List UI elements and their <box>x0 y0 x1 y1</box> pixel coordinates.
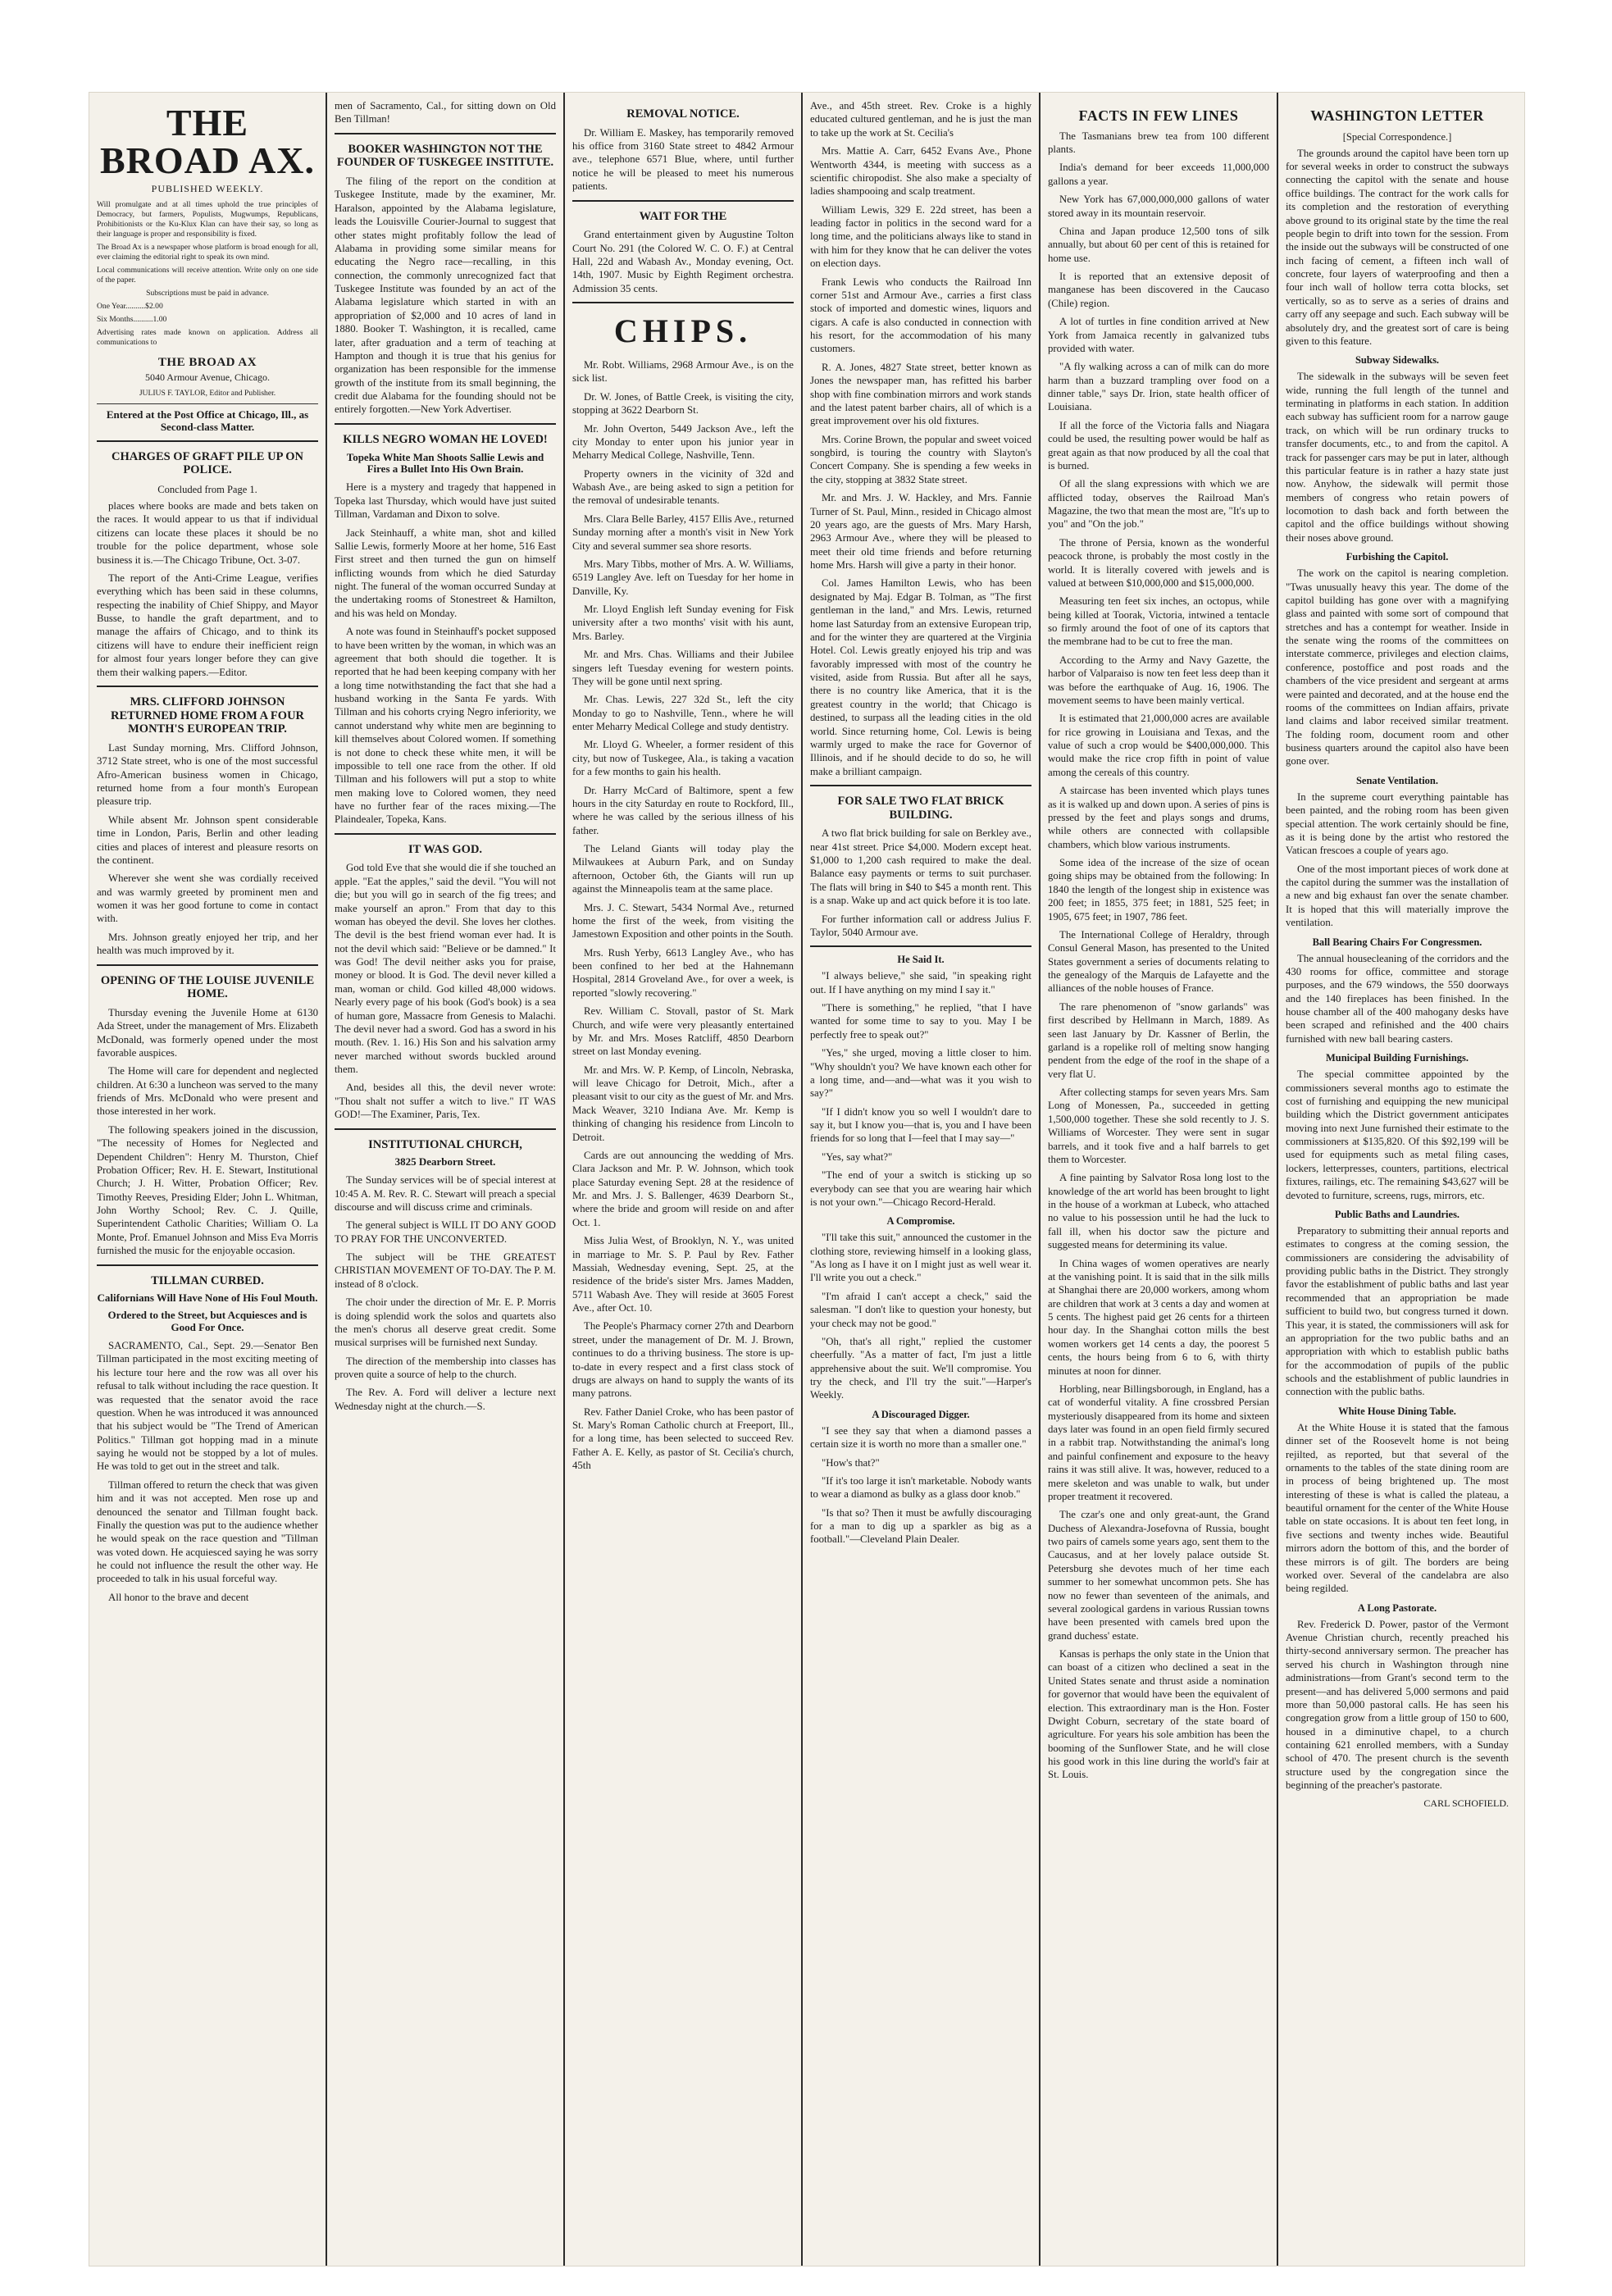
fact-paragraph: A staircase has been invented which plays tunes as it is walked up and down upon. A series of pins is pressed by the feet and plays songs and drums, while others are connected with collapsible chambers, which blow various instruments. <box>1048 785 1269 850</box>
divider <box>335 1128 556 1130</box>
article-paragraph: Dr. Harry McCard of Baltimore, spent a few hours in the city Saturday en route to Rockford, Ill., where he was called by the serious illness of his father. <box>572 784 794 836</box>
article-paragraph: "Oh, that's all right," replied the customer cheerfully. "As a matter of fact, I'm just a little apprehensive about the suit. We'll compromise. You try the check, and I'll try the suit."—Harper's Weekly. <box>810 1335 1031 1401</box>
article-paragraph: "There is something," he replied, "that I have wanted for some time to say to you. May I be perfectly free to speak out?" <box>810 1002 1031 1041</box>
column-5 <box>1041 93 1278 2266</box>
masthead-entered: Entered at the Post Office at Chicago, Ill., as Second-class Matter. <box>106 408 309 433</box>
article-paragraph: Tillman offered to return the check that was given him and it was not accepted. Men rose up and denounced the senator and Tillman fought back. Finally the question was put to the audience whether he would speak on the race question and "Tillman was voted down. He acquiesced saying he was sorry he could not influence the result the other way. He proceeded to talk in his usual forceful way. <box>97 1478 318 1585</box>
fact-paragraph: In China wages of women operatives are nearly at the vanishing point. It is said that in the silk mills at Shanghai there are 20,000 workers, among whom are children that work at 3 cents a day and women at 5 cents. The highest paid get 26 cents for a thirteen hour day. In the Shanghai cotton mills the best women workers get 14 cents a day, the poorest 5 cents, the hours being from 6 to 6, with thirty minutes at noon for dinner. <box>1048 1257 1269 1377</box>
fact-paragraph: Measuring ten feet six inches, an octopus, while being killed at Toorak, Victoria, intwined a tentacle so firmly around the foot of one of its captors that the membrane had to be cut to free the man. <box>1048 595 1269 648</box>
fact-paragraph: Horbling, near Billingsborough, in England, has a cat of wonderful vitality. A fine crossbred Persian mysteriously disappeared from its home and sixteen days later was found in an open field firmly secured in a rabbit trap. Notwithstanding the animal's long and painful confinement and exposure to the heavy rains it was still alive. It was, however, reduced to a mere skeleton and was unable to walk, but under proper treatment it recovered. <box>1048 1383 1269 1502</box>
masthead-intro-4: Subscriptions must be paid in advance. <box>146 288 269 298</box>
article-paragraph: God told Eve that she would die if she touched an apple. "Eat the apples," said the devil. "You will not die; but you will go in search of the fig trees; and make yourself an apron." From that day to this woman has obeyed the devil. She loves her clothes. The devil is the best friend woman ever had. It is not the devil which said: "Believe or be damned." It was God! The devil neither asks you for praise, money or blood. It is God. The devil never killed a man, woman or child. God killed 48,000 widows. Nearly every page of his book (God's book) is a sea of human gore, Massacre from Genesis to Malachi. The devil never had a sword. God has a sword in his mouth. (Rev. 1. 16.) His Son and his salvation army never marched without swords buckled around them. <box>335 862 556 1076</box>
article-paragraph: Ave., and 45th street. Rev. Croke is a highly educated cultured gentleman, and he is just the man to take up the work at St. Cecilia's <box>810 100 1031 139</box>
article-paragraph: For further information call or address Julius F. Taylor, 5040 Armour ave. <box>810 913 1031 938</box>
article-heading: Public Baths and Laundries. <box>1334 1208 1460 1220</box>
article-paragraph: William Lewis, 329 E. 22d street, has been a leading factor in politics in the second ward for a long time, and the politicians always like to stand in with him for they know that he can deliver the votes on election days. <box>810 203 1031 270</box>
fact-paragraph: The International College of Heraldry, through Consul General Mason, has presented to the United States government a series of documents relating to the genealogy of the Marquis de Lafayette and the alliances of the noble houses of France. <box>1048 928 1269 995</box>
article-paragraph: The direction of the membership into classes has proven quite a source of help to the church. <box>335 1355 556 1381</box>
divider <box>572 200 794 202</box>
article-paragraph: The choir under the direction of Mr. E. P. Morris is doing splendid work the solos and quartets also the men's chorus all deserve great credit. Some musical surprises will be furnished next Sunday. <box>335 1296 556 1349</box>
fact-paragraph: India's demand for beer exceeds 11,000,000 gallons a year. <box>1048 162 1269 187</box>
article-paragraph: The People's Pharmacy corner 27th and Dearborn street, under the management of Dr. M. J. Brown, continues to do a thriving business. The store is up-to-date in every respect and a first class stock of drugs are always on hand to supply the wants of its many patrons. <box>572 1320 794 1400</box>
fact-paragraph: If all the force of the Victoria falls and Niagara could be used, the resulting power would be half as great again as that now produced by all the coal that is burned. <box>1048 419 1269 472</box>
article-paragraph: Col. James Hamilton Lewis, who has been designated by Maj. Edgar B. Tolman, as "The first gentleman in the land," and Mrs. Lewis, returned home last Saturday from an extensive European trip, and for the winter they are quartered at the Virginia Hotel. Col. Lewis greatly enjoyed his trip and was favorably impressed with most of the country he visited, aside from Russia. But after all he says, there is no country like America, that it is the greatest country in the world; that Chicago is destined, to surpass all the leading cities in the old world. Since returning home, Col. Lewis is being warmly urged to make the race for Governor of Illinois, and if he should decide to do so, he will make a brilliant campaign. <box>810 577 1031 777</box>
article-paragraph: "How's that?" <box>822 1456 880 1469</box>
article-paragraph: The Leland Giants will today play the Milwaukees at Auburn Park, and on Sunday afternoon, October 6th, the Giants will run up against the Minneapolis team at the same place. <box>572 843 794 895</box>
divider <box>810 945 1031 947</box>
fact-paragraph: China and Japan produce 12,500 tons of silk annually, but about 60 per cent of this is retained for home use. <box>1048 225 1269 264</box>
divider <box>97 686 318 687</box>
fact-paragraph: Some idea of the increase of the size of ocean going ships may be obtained from the following: In 1840 the length of the longest ship in existence was 200 feet; in 1855, 375 feet; in 1881, 525 feet; in 1905, 675 feet; in 1907, 786 feet. <box>1048 857 1269 922</box>
column-3 <box>565 93 803 2266</box>
masthead-published: PUBLISHED WEEKLY. <box>151 183 264 194</box>
article-heading: Senate Ventilation. <box>1355 774 1438 786</box>
fact-paragraph: "A fly walking across a can of milk can do more harm than a buzzard trampling over food on a dinner table," says Dr. Irion, state health officer of Louisiana. <box>1048 361 1269 413</box>
article-paragraph: The report of the Anti-Crime League, verifies everything which has been said in these columns, respecting the inability of Chief Shippy, and Mayor Busse, to handle the graft department, and to manage the affairs of Chicago, and to think its citizens will have to endure their inefficient reign for almost four years longer before they can give them their walking papers.—Editor. <box>97 572 318 678</box>
article-paragraph: Here is a mystery and tragedy that happened in Topeka last Thursday, which would have just suited Tillman, Vardaman and Dixon to solve. <box>335 481 556 521</box>
article-heading: A Discouraged Digger. <box>872 1408 970 1420</box>
article-paragraph: The annual housecleaning of the corridors and the 430 rooms for office, committee and storage purposes, and the 679 windows, the 550 doorways and the 140 fireplaces has been finished. In the house chamber all of the 400 mahogany desks have been scraped and refinished and the 400 chairs furnished with new ball bearing casters. <box>1286 952 1509 1045</box>
article-heading: IT WAS GOD. <box>408 842 483 856</box>
article-paragraph: Property owners in the vicinity of 32d and Wabash Ave., are being asked to sign a petition for the removal of undesirable tenants. <box>572 467 794 507</box>
article-paragraph: Frank Lewis who conducts the Railroad Inn corner 51st and Armour Ave., carries a first class stock of imported and domestic wines, liquors and cigars. A cafe is also conducted in connection with his resort, for the accommodation of his many customers. <box>810 276 1031 355</box>
article-paragraph: SACRAMENTO, Cal., Sept. 29.—Senator Ben Tillman participated in the most exciting meeting of his lecture tour here and the row was all over his refusal to talk without including the race question. It was requested that the senator avoid the race question. When he was introduced it was announced that his subject would be "The Trend of American Politics." Tillman got hopping mad in a minute saying he would not be stopped by a lot of mules. He was told to get out in the street and talk. <box>97 1340 318 1473</box>
divider <box>97 1264 318 1266</box>
masthead-name-2: THE BROAD AX <box>157 355 257 369</box>
article-paragraph: Rev. Father Daniel Croke, who has been pastor of St. Mary's Roman Catholic church at Freeport, Ill., for a long time, has been selected to succeed Rev. Father A. E. Kelly, as pastor of St. Cecilia's church, 45th <box>572 1405 794 1472</box>
article-subheading: 3825 Dearborn Street. <box>394 1155 496 1168</box>
article-paragraph: The special committee appointed by the commissioners several months ago to estimate the cost of furnishing and equipping the new municipal building which the District government anticipates moving into next June furnished their estimate to the commissioners at $135,820. Of this $92,199 will be used for equipments such as metal filing cases, lockers, letterpresses, counters, partitions, electrical fixtures, railings, etc. The remaining $43,627 will be devoted to furniture, screens, rugs, mirrors, etc. <box>1286 1068 1509 1201</box>
article-paragraph: Grand entertainment given by Augustine Tolton Court No. 291 (the Colored W. C. O. F.) at Central Hall, 22d and Wabash Av., Monday evening, Oct. 14th, 1907. Music by Eighth Regiment orchestra. Admission 35 cents. <box>572 229 794 294</box>
fact-paragraph: The rare phenomenon of "snow garlands" was first described by Hellmann in March, 1889. As seen last January by Dr. Kassner of Berlin, the garland is a ropelike roll of melting snow hanging pendent from the edge of the roof in the shape of a very flat U. <box>1048 1000 1269 1080</box>
article-paragraph: The subject will be THE GREATEST CHRISTIAN MOVEMENT OF TO-DAY. The P. M. instead of 8 o'clock. <box>335 1251 556 1290</box>
section-heading: WASHINGTON LETTER <box>1310 107 1484 124</box>
article-paragraph: "I'm afraid I can't accept a check," said the salesman. "I don't like to question your honesty, but your check may not be good." <box>810 1290 1031 1329</box>
newspaper-page <box>89 92 1525 2266</box>
article-paragraph: Mrs. Johnson greatly enjoyed her trip, and her health was much improved by it. <box>97 931 318 957</box>
masthead-intro-3: Local communications will receive attention. Write only on one side of the paper. <box>97 265 318 285</box>
column-6 <box>1278 93 1516 2266</box>
divider <box>335 833 556 835</box>
section-heading: FACTS IN FEW LINES <box>1078 107 1239 124</box>
article-heading: A Long Pastorate. <box>1357 1601 1437 1614</box>
article-paragraph: Mr. Lloyd G. Wheeler, a former resident of this city, but now of Tuskegee, Ala., is taking a vacation for a few months to gain his health. <box>572 739 794 778</box>
article-paragraph: The following speakers joined in the discussion, "The necessity of Homes for Neglected and Dependent Children": Henry M. Thurston, Chief Probation Officer; Rev. H. E. Stewart, Institutional Church; J. H. Witter, Probation Officer; Rev. Timothy Reeves, Presiding Elder; John L. Whitman, John Worthy School; Rev. C. J. Quille, Superintendent Catholic Charities; William O. La Monte, Prof. Emanuel Johnson and Miss Eva Morris furnished the music for the enjoyable occasion. <box>97 1123 318 1257</box>
article-paragraph: At the White House it is stated that the famous dinner set of the Roosevelt home is not being rejilted, as reported, but that several of the ornaments to the tables of the state dining room are in process of being brightened up. The most interesting of these is what is called the plateau, a beautiful ornament for the center of the White House table on state occasions. It is about ten feet long, in five sections and twenty inches wide. Beautiful mirrors adorn the bottom of this, and the border of these mirrors is of gilt. The borders are being worked over. Several of the candelabra are also being regilded. <box>1286 1421 1509 1595</box>
article-heading: CHARGES OF GRAFT PILE UP ON POLICE. <box>111 449 304 477</box>
article-subheading: Concluded from Page 1. <box>157 484 257 495</box>
fact-paragraph: The czar's one and only great-aunt, the Grand Duchess of Alexandra-Josefovna of Russia, bought two pairs of camels some years ago, sent them to the Caucasus, and at her lovely palace outside St. Petersburg she devotes much of her time each summer to her somewhat uncommon pets. She has now no fewer than seventeen of the animals, and several zoological gardens in various Russian towns have been presented with camels bred upon the grand duchess' estate. <box>1048 1509 1269 1642</box>
article-paragraph: The general subject is WILL IT DO ANY GOOD TO PRAY FOR THE UNCONVERTED. <box>335 1219 556 1245</box>
divider <box>572 302 794 303</box>
article-paragraph: Rev. Frederick D. Power, pastor of the Vermont Avenue Christian church, recently preached his thirty-second anniversary sermon. The preacher has served his church in Washington through nine administrations—from Grant's second term to the present—and has delivered 5,000 sermons and paid more than 50,000 pastoral calls. He has seen his congregation grow from a little group of 150 to 600, housed in a diminutive chapel, to a church containing 621 enrolled members, with a Sunday school of 470. The present church is the seventh structure used by the congregation since the beginning of the preacher's pastorate. <box>1286 1618 1509 1792</box>
article-paragraph: men of Sacramento, Cal., for sitting down on Old Ben Tillman! <box>335 100 556 125</box>
article-paragraph: The work on the capitol is nearing completion. "Twas unusually heavy this year. The dome of the capitol building has gone over with a magnifying glass and painted with some sort of compound that stretches and has a contempt for weather. Inside in the senate wing the rooms of the committees on interstate commerce, privileges and election claims, conference, postoffice and post roads and the chambers of the vice president and sergeant at arms were painted and decorated, and at the house end the rooms of the committees on Indian affairs, private land claims and labor received similar treatment. The folding room, document room and other business quarters around the capitol also have been gone over. <box>1286 567 1509 768</box>
article-subheading: Ordered to the Street, but Acquiesces and is Good For Once. <box>107 1309 307 1334</box>
article-paragraph: And, besides all this, the devil never wrote: "Thou shalt not suffer a witch to live." IT WAS GOD!—The Examiner, Paris, Tex. <box>335 1082 556 1121</box>
article-paragraph: The filing of the report on the condition at Tuskegee Institute, made by the examiner, Mr. Haralson, appointed by the Alabama legislature, leads the Louisville Courier-Journal to suggest that other states might profitably follow the lead of Alabama in providing some similar means for educating the Negro race—recalling, in this connection, the commonly unrecognized fact that Tuskegee Institute was founded by an act of the Alabama legislature which started in with an appropriation of $2,000 and 10 acres of land in 1880. Booker T. Washington, it is recalled, came later, after graduation and a term of teaching at Hampton and though it is true that his genius for organization has been responsible for the immense growth of the institute from its small beginning, the credit due Alabama for the founding should not be entirely forgotten.—New York Advertiser. <box>335 175 556 416</box>
columns <box>89 93 1524 2266</box>
article-heading: INSTITUTIONAL CHURCH, <box>368 1137 522 1151</box>
article-paragraph: "Is that so? Then it must be awfully discouraging for a man to dig up a sparkler as big as a football."—Cleveland Plain Dealer. <box>810 1506 1031 1546</box>
article-paragraph: Thursday evening the Juvenile Home at 6130 Ada Street, under the management of Mrs. Elizabeth McDonald, was formerly opened under the most favorable auspices. <box>97 1006 318 1059</box>
article-paragraph: Mr. Lloyd English left Sunday evening for Fisk university after a two months' visit with his aunt, Mrs. Barley. <box>572 604 794 642</box>
fact-paragraph: The Tasmanians brew tea from 100 different plants. <box>1048 130 1269 156</box>
masthead-editor: JULIUS F. TAYLOR, Editor and Publisher. <box>139 388 276 398</box>
masthead-six: Six Months..........1.00 <box>97 314 167 324</box>
article-paragraph: Mr. John Overton, 5449 Jackson Ave., left the city Monday to enter upon his junior year in Meharry Medical College, Nashville, Tenn. <box>572 422 794 462</box>
divider <box>97 403 318 404</box>
article-heading: Furbishing the Capitol. <box>1346 551 1449 563</box>
masthead-address: 5040 Armour Avenue, Chicago. <box>144 371 271 383</box>
article-paragraph: A note was found in Steinhauff's pocket supposed to have been written by the woman, in which was an agreement that both should die together. It is reported that he had been keeping company with her a long time notwithstanding the fact that she had a husband working in the Santa Fe yards. With Tillman and his cohorts crying Negro inferiority, we cannot understand why white men are beginning to kill themselves about Colored women. If something is not done to check these white men, it will be impossible to tell one race from the other. If old Tillman and his followers will put a stop to white men making love to Colored women, they need have no further fear of the races mixing.—The Plaindealer, Topeka, Kans. <box>335 626 556 826</box>
article-paragraph: Mr. Chas. Lewis, 227 32d St., left the city Monday to go to Nashville, Tenn., where he will enter Meharry Medical College and study dentistry. <box>572 694 794 733</box>
article-heading: KILLS NEGRO WOMAN HE LOVED! <box>343 432 548 446</box>
fact-paragraph: According to the Army and Navy Gazette, the harbor of Valparaiso is now ten feet less deep than it was before the earthquake of Aug. 16, 1906. The movement seems to have been mainly vertical. <box>1048 654 1269 706</box>
article-subheading: Californians Will Have None of His Foul Mouth. <box>97 1292 318 1305</box>
article-paragraph: Mr. and Mrs. W. P. Kemp, of Lincoln, Nebraska, will leave Chicago for Detroit, Mich., after a pleasant visit to our city as the guest of Mr. and Mrs. Mack Weaver, 3210 Indiana Ave. Mr. Kemp is thinking of changing his residence from Lincoln to Detroit. <box>572 1064 794 1143</box>
article-paragraph: Mr. and Mrs. Chas. Williams and their Jubilee singers left Tuesday evening for western points. They will be gone until next spring. <box>572 649 794 687</box>
signature-line: CARL SCHOFIELD. <box>1423 1797 1509 1809</box>
divider <box>97 964 318 966</box>
fact-paragraph: A lot of turtles in fine condition arrived at New York from Jamaica recently in galvanized tubs provided with water. <box>1048 316 1269 354</box>
masthead-title: THE BROAD AX. <box>99 102 316 181</box>
article-paragraph: places where books are made and bets taken on the races. It would appear to us that if individual citizens can locate these places it should be no trouble for the police department, whose sole business it is.—The Chicago Tribune, Oct. 3-07. <box>97 500 318 566</box>
fact-paragraph: It is reported that an extensive deposit of manganese has been discovered in the Caucaso (Chile) region. <box>1048 271 1269 309</box>
article-heading: WAIT FOR THE <box>639 209 727 223</box>
article-heading: REMOVAL NOTICE. <box>626 107 740 121</box>
fact-paragraph: A fine painting by Salvator Rosa long lost to the knowledge of the art world has been brought to light in the house of a workman at Lubeck, who attached no value to his possession until he had the luck to fall ill, when his doctor saw the picture and suggested means for determining its value. <box>1048 1172 1269 1251</box>
article-paragraph: The Sunday services will be of special interest at 10:45 A. M. Rev. R. C. Stewart will preach a special discourse and will discuss crime and criminals. <box>335 1174 556 1213</box>
article-heading: MRS. CLIFFORD JOHNSON RETURNED HOME FROM A FOUR MONTH'S EUROPEAN TRIP. <box>110 695 305 736</box>
article-paragraph: Mr. and Mrs. J. W. Hackley, and Mrs. Fannie Turner of St. Paul, Minn., resided in Chicago almost 20 years ago, are the guests of Mrs. Mary Harsh, 2963 Armour Ave., where they will be pleased to meet their old time friends and before returning home Mrs. Harsh will give a party in their honor. <box>810 492 1031 571</box>
divider <box>810 785 1031 786</box>
article-paragraph: "If I didn't know you so well I wouldn't dare to say it, but I know you—that is, you and I have been friends for so long that I—feel that I may say—" <box>810 1105 1031 1145</box>
article-paragraph: Wherever she went she was cordially received and was warmly greeted by prominent men and women it was her good fortune to come in contact with. <box>97 872 318 925</box>
fact-paragraph: Of all the slang expressions with which we are afflicted today, observes the Railroad Man's Magazine, the two that mean the most are, "It's up to you" and "On the job." <box>1048 478 1269 531</box>
article-heading: OPENING OF THE LOUISE JUVENILE HOME. <box>100 973 315 1001</box>
article-paragraph: Mrs. J. C. Stewart, 5434 Normal Ave., returned home the first of the week, from visiting the Jamestown Exposition and other points in the South. <box>572 901 794 941</box>
article-heading: FOR SALE TWO FLAT BRICK BUILDING. <box>837 795 1004 822</box>
article-paragraph: A two flat brick building for sale on Berkley ave., near 41st street. Price $4,000. Modern except heat. $1,000 to 1,200 cash required to make the deal. Balance easy payments or terms to suit purchaser. The flats will bring in $40 to $45 a month rent. This is a snap. Wake up and act quick before it is too late. <box>810 827 1031 907</box>
column-1 <box>89 93 327 2266</box>
article-paragraph: "I'll take this suit," announced the customer in the clothing store, reviewing himself in a looking glass, "As long as I have it on I might just as well wear it. I'll write you out a check." <box>810 1232 1031 1284</box>
article-paragraph: Dr. W. Jones, of Battle Creek, is visiting the city, stopping at 3622 Dearborn St. <box>572 390 794 417</box>
article-paragraph: Preparatory to submitting their annual reports and estimates to congress at the coming session, the commissioners are considering the advisability of providing public baths in the District. They strongly favor the establishment of public baths and last year recommended that an appropriation be made sufficient to build two, but congress turned it down. This year, it is stated, the commissioners will ask for an appropriation for the two public baths and an appropriation with which to establish public baths for the accommodation of pupils of the public schools and the establishment of public laundries in connection with the public baths. <box>1286 1224 1509 1398</box>
fact-paragraph: New York has 67,000,000,000 gallons of water stored away in its mountain reservoir. <box>1048 194 1269 219</box>
column-2 <box>327 93 565 2266</box>
masthead-intro-2: The Broad Ax is a newspaper whose platform is broad enough for all, ever claiming the editorial right to speak its own mind. <box>97 242 318 262</box>
chips-heading: CHIPS. <box>613 312 753 350</box>
divider <box>335 133 556 134</box>
article-paragraph: Cards are out announcing the wedding of Mrs. Clara Jackson and Mr. P. W. Johnson, which took place Saturday evening Sept. 28 at the residence of Mr. and Mrs. J. S. Ballenger, 4639 Dearborn St., where the bride and groom will reside on and after Oct. 1. <box>572 1149 794 1228</box>
article-paragraph: Mrs. Mattie A. Carr, 6452 Evans Ave., Phone Wentworth 4344, is meeting with success as a scientific chiropodist. She also make a specialty of ladies shampooing and scalp treatment. <box>810 145 1031 198</box>
article-heading: A Compromise. <box>886 1215 955 1228</box>
article-heading: Ball Bearing Chairs For Congressmen. <box>1312 936 1482 948</box>
article-paragraph: All honor to the brave and decent <box>108 1591 249 1603</box>
article-paragraph: "The end of your a switch is sticking up so everybody can see that you are wearing hair which is not your own."—Chicago Record-Herald. <box>810 1169 1031 1208</box>
article-paragraph: Miss Julia West, of Brooklyn, N. Y., was united in marriage to Mr. S. P. Paul by Rev. Father Massiah, Wednesday evening, Sept. 25, at the residence of the bride's sister Mrs. James Madden, 5711 Wabash Ave. They will reside at 3605 Forest Ave., after Oct. 10. <box>572 1235 794 1314</box>
article-heading: BOOKER WASHINGTON NOT THE FOUNDER OF TUSKEGEE INSTITUTE. <box>336 142 554 170</box>
article-paragraph: Mr. Robt. Williams, 2968 Armour Ave., is on the sick list. <box>572 359 794 385</box>
masthead-advertising: Advertising rates made known on application. Address all communications to <box>97 327 318 347</box>
article-paragraph: The grounds around the capitol have been torn up for several weeks in order to construct the subways connecting the capitol with the senate and house office buildings. The contract for the work calls for its completion and the restoration of everything above ground to its original state by the time the real people begin to drift into town for the session. From the inside out the subways will be constructed of one inch facing of cement, a fifteen inch wall of concrete, four layers of waterproofing and then a four inch wall of hollow terra cotta blocks, set vertically, so as to serve as a series of drains and carry off any seepage and such. Each subway will be absolutely dry, and the greatest sort of care is being given to this feature. <box>1286 147 1509 347</box>
divider <box>335 423 556 425</box>
article-paragraph: One of the most important pieces of work done at the capitol during the summer was the installation of a new and big exhaust fan over the senate chamber. It is hoped that this will materially improve the ventilation. <box>1286 863 1509 929</box>
article-paragraph: "I see they say that when a diamond passes a certain size it is worth no more than a smaller one." <box>810 1424 1031 1451</box>
article-subheading: Topeka White Man Shoots Sallie Lewis and Fires a Bullet Into His Own Brain. <box>346 450 544 476</box>
fact-paragraph: After collecting stamps for seven years Mrs. Sam Long of Monessen, Pa., succeeded in getting 1,500,000 together. These she sold recently to J. S. Williams of Worcester. They were sent in sugar barrels, and it took five and a half barrels to get them to Worcester. <box>1048 1086 1269 1165</box>
article-paragraph: "If it's too large it isn't marketable. Nobody wants to wear a diamond as bulky as a glass door knob." <box>810 1474 1031 1501</box>
masthead-year: One Year..........$2.00 <box>97 301 163 311</box>
article-paragraph: Mrs. Rush Yerby, 6613 Langley Ave., who has been confined to her bed at the Hahnemann Hospital, 2814 Groveland Ave., for over a week, is reported "slowly recovering." <box>572 946 794 999</box>
article-paragraph: Mrs. Corine Brown, the popular and sweet voiced songbird, is touring the country with Slayton's Concert Company. She is spending a few weeks in the city, stopping at 3832 State street. <box>810 433 1031 485</box>
article-heading: He Said It. <box>897 954 945 966</box>
article-paragraph: Last Sunday morning, Mrs. Clifford Johnson, 3712 State street, who is one of the most successful Afro-American business women in Chicago, returned home from a four month's European pleasure trip. <box>97 741 318 808</box>
article-paragraph: The sidewalk in the subways will be seven feet wide, running the full length of the tunnel and terminating in platforms in each station. In addition each subway has sufficient room for a narrow gauge track, on which will be run ordinary trucks to transfer documents, etc., to and from the capitol. A track for passenger cars may be put in later, although this particular feature is in rather a hazy state just now. Anyhow, the sidewalk will permit those members of congress who retain powers of locomotion to dash back and forth between the capitol and the office buildings without showing their noses above ground. <box>1286 371 1509 544</box>
article-paragraph: Dr. William E. Maskey, has temporarily removed his office from 3160 State street to 4842 Armour ave., telephone 6571 Blue, where, until further notice he will be pleased to meet his numerous patients. <box>572 126 794 193</box>
article-heading: Municipal Building Furnishings. <box>1325 1052 1469 1064</box>
article-subheading: [Special Correspondence.] <box>1342 130 1452 143</box>
article-paragraph: Rev. William C. Stovall, pastor of St. Mark Church, and wife were very pleasantly entertained by Mr. and Mrs. Moses Ratcliff, 4850 Dearborn street on last Monday evening. <box>572 1005 794 1058</box>
article-paragraph: Mrs. Clara Belle Barley, 4157 Ellis Ave., returned Sunday morning after a month's visit in New York City and several summer sea shore resorts. <box>572 512 794 552</box>
fact-paragraph: The throne of Persia, known as the wonderful peacock throne, is probably the most costly in the world. It is literally covered with jewels and is valued at between $10,000,000 and $15,000,000. <box>1048 536 1269 589</box>
article-paragraph: In the supreme court everything paintable has been painted, and the robing room has been given special attention. The work certainly should be fine, as it is being done by the artist who restored the Vatican frescoes a couple of years ago. <box>1286 790 1509 857</box>
article-paragraph: "Yes, say what?" <box>822 1150 893 1163</box>
article-heading: TILLMAN CURBED. <box>151 1273 264 1287</box>
fact-paragraph: It is estimated that 21,000,000 acres are available for rice growing in Louisiana and Texas, and the value of such a crop would be $400,000,000. This would make the rice crop fifth in point of value among the cereals of this country. <box>1048 713 1269 778</box>
fact-paragraph: Kansas is perhaps the only state in the Union that can boast of a citizen who declined a seat in the United States senate and thrust aside a nomination for governor that would have been the equivalent of election. This extraordinary man is the Hon. Foster Dwight Coburn, secretary of the state board of agriculture. For years his sole ambition has been the booming of the Sunflower State, and he will close his good work in this line during the world's fair at St. Louis. <box>1048 1648 1269 1781</box>
divider <box>97 440 318 442</box>
article-heading: White House Dining Table. <box>1338 1405 1456 1417</box>
article-heading: Subway Sidewalks. <box>1355 354 1440 367</box>
article-paragraph: While absent Mr. Johnson spent considerable time in London, Paris, Berlin and other leading cities and places of interest and pleasure resorts on the continent. <box>97 813 318 866</box>
article-paragraph: The Rev. A. Ford will deliver a lecture next Wednesday night at the church.—S. <box>335 1387 556 1412</box>
article-paragraph: R. A. Jones, 4827 State street, better known as Jones the newspaper man, has refitted his barber shop with fine combination mirrors and work stands and the latest patent barber chairs, all of which is a great improvement over his old fixtures. <box>810 361 1031 427</box>
column-4 <box>803 93 1041 2266</box>
article-paragraph: "I always believe," she said, "in speaking right out. If I have anything on my mind I say it." <box>810 970 1031 995</box>
article-paragraph: Mrs. Mary Tibbs, mother of Mrs. A. W. Williams, 6519 Langley Ave. left on Tuesday for her home in Danville, Ky. <box>572 558 794 597</box>
masthead-intro-1: Will promulgate and at all times uphold the true principles of Democracy, but farmers, Populists, Mugwumps, Republicans, Prohibitionists or the Ku-Klux Klan can have their say, so long as their language is proper and responsibility is fixed. <box>97 200 318 239</box>
article-paragraph: The Home will care for dependent and neglected children. At 6:30 a luncheon was served to the many friends of Mrs. McDonald who were present and those interested in her work. <box>97 1065 318 1118</box>
article-paragraph: Jack Steinhauff, a white man, shot and killed Sallie Lewis, formerly Moore at her home, 516 East First street and then turned the gun on himself inflicting wounds from which he died Saturday night. The funeral of the woman occurred Sunday at the undertaking rooms of Stonestreet & Hamilton, and his was held on Monday. <box>335 526 556 619</box>
article-paragraph: "Yes," she urged, moving a little closer to him. "Why shouldn't you? We have known each other for a long time, and—and—what was it you wish to say?" <box>810 1047 1031 1100</box>
